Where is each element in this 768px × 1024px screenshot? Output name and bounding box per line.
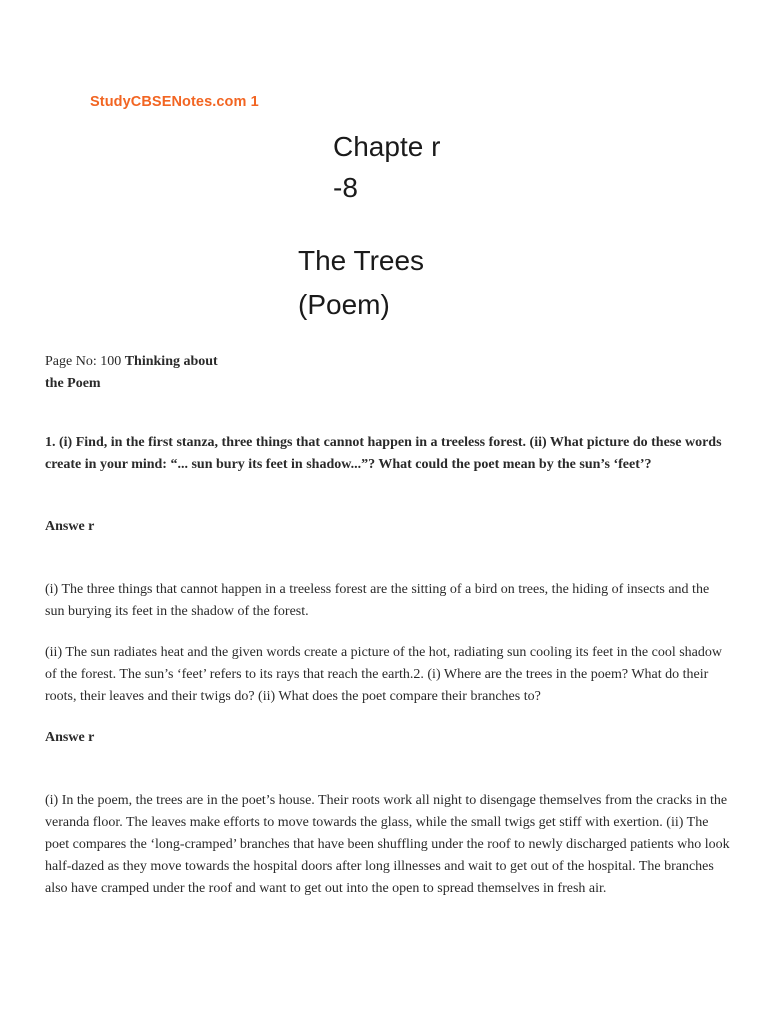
section-heading: Thinking about the Poem [45,354,218,391]
answer-label: Answe r [45,519,95,534]
answer-1-part-i: (i) The three things that cannot happen in a treeless forest are the sitting of a bird on trees, the hiding of insects and the sun burying its feet in the shadow of the forest. [45,582,710,619]
poem-title: The Trees (Poem) [298,245,425,320]
chapter-title: Chapte r-8 [333,131,441,203]
page-meta [45,351,225,395]
answer-label: Answe r [45,730,95,745]
page-number: Page No: 100 [45,354,122,369]
answer-1-part-ii: (ii) The sun radiates heat and the given words create a picture of the hot, radiating sun cooling its feet in the cool shadow of the forest. The sun’s ‘feet’ refers to its rays that reach the earth.2. (i) Where are the trees in the poem? What do their roots, their leaves and their twigs do? (ii) What does the poet compare their branches to? [45,645,722,704]
answer-2: (i) In the poem, the trees are in the poet’s house. Their roots work all night to disengage themselves from the cracks in the veranda floor. The leaves make efforts to move towards the glass, while the small twigs get stiff with exertion. (ii) The poet compares the ‘long-cramped’ branches that have been shuffling under the roof to newly discharged patients who look half-dazed as they move towards the hospital doors after long illnesses and wait to get out of the hospital. The branches also have cramped under the roof and want to get out into the open to spread themselves in fresh air. [45,793,730,896]
question-1: 1. (i) Find, in the first stanza, three things that cannot happen in a treeless forest. (ii) What picture do these words create in your mind: “... sun bury its feet in shadow...”? What could the poet mean by the sun’s ‘feet’? [45,435,722,472]
site-header: StudyCBSENotes.com 1 [90,94,259,110]
